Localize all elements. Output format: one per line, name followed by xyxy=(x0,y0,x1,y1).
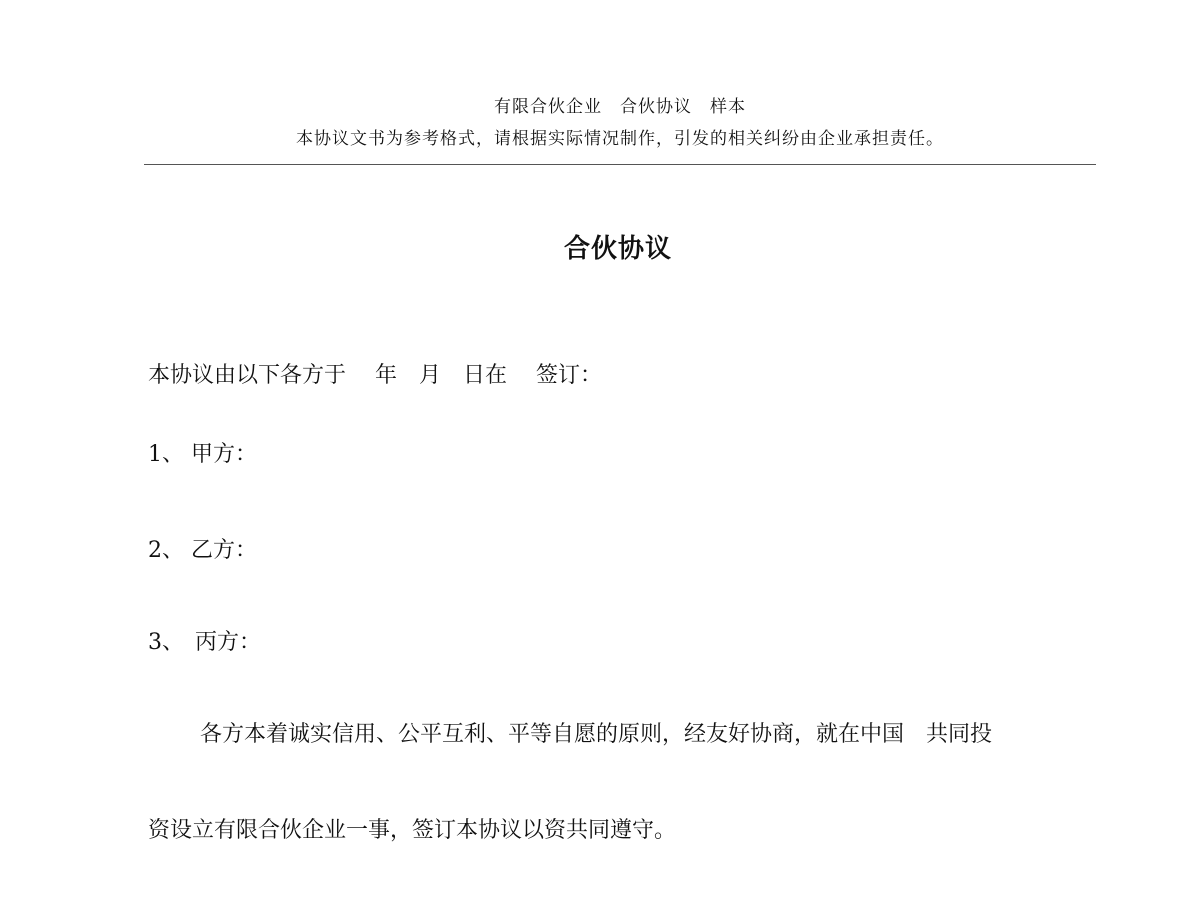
header-title: 有限合伙企业 合伙协议 样本 xyxy=(494,97,746,117)
body-paragraph-line-2: 资设立有限合伙企业一事，签订本协议以资共同遵守。 xyxy=(148,818,677,843)
header-divider xyxy=(144,164,1096,165)
party-a-line: 1、 甲方： xyxy=(148,442,257,467)
intro-paragraph: 本协议由以下各方于 年 月 日在 签订： xyxy=(148,363,602,388)
document-title: 合伙协议 xyxy=(563,234,672,264)
party-b-line: 2、 乙方： xyxy=(148,538,257,563)
party-c-line: 3、 丙方： xyxy=(148,630,261,655)
body-paragraph-line-1: 各方本着诚实信用、公平互利、平等自愿的原则，经友好协商，就在中国 共同投 xyxy=(200,722,993,747)
header-disclaimer: 本协议文书为参考格式，请根据实际情况制作，引发的相关纠纷由企业承担责任。 xyxy=(296,129,944,149)
